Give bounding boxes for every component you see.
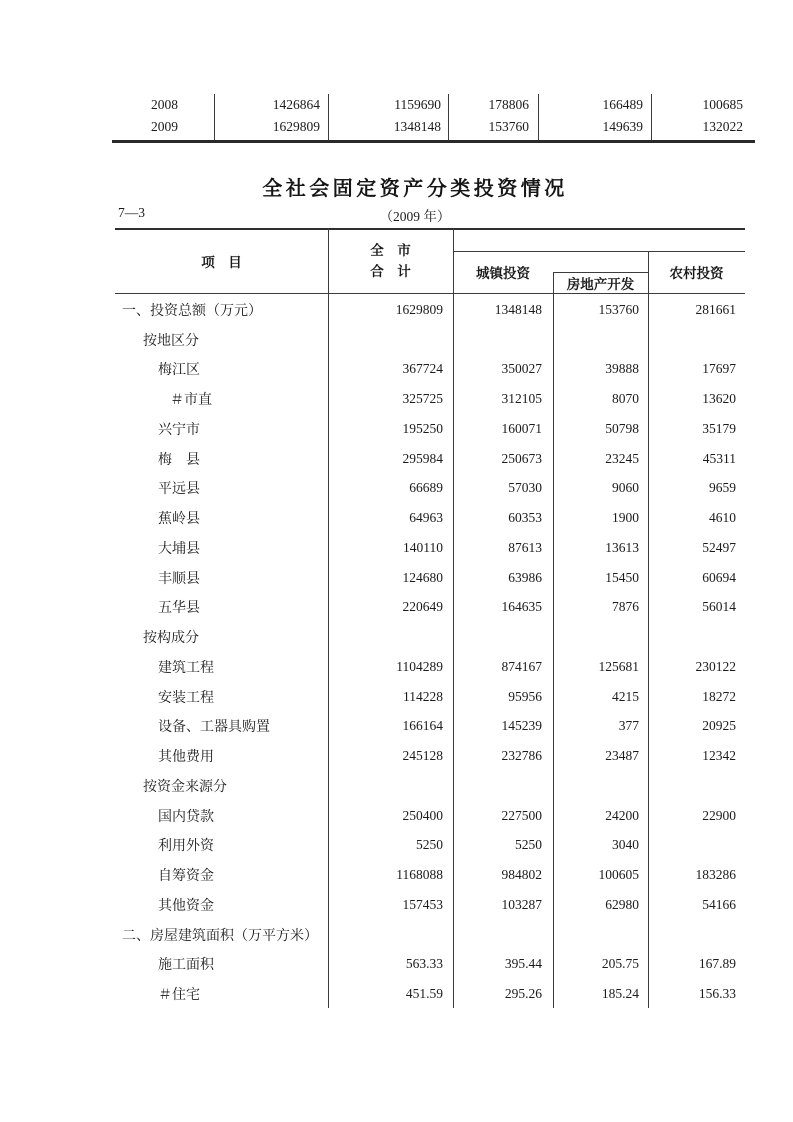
value-cell: 17697: [702, 361, 736, 377]
year-note: （2009 年）: [379, 209, 451, 224]
year-cell: 2008: [151, 97, 178, 112]
table-row: [115, 920, 745, 950]
value-cell: 52497: [702, 539, 736, 555]
value-cell: 874167: [501, 658, 542, 674]
row-label: ＃住宅: [158, 988, 200, 1004]
row-label: 丰顺县: [158, 571, 200, 587]
table-row: [115, 622, 745, 652]
value-cell: 5250: [515, 837, 542, 853]
table-row: [115, 384, 745, 414]
value-cell: 350027: [501, 361, 542, 377]
header-real-estate: 房地产开发: [566, 276, 635, 292]
value-cell: 230122: [695, 658, 736, 674]
year-cell: 2009: [151, 119, 178, 134]
row-label: 二、房屋建筑面积（万平方米）: [122, 928, 318, 944]
value-cell: 195250: [402, 420, 443, 436]
value-cell: 295984: [402, 450, 443, 466]
row-label: 按地区分: [143, 333, 199, 349]
value-cell: 57030: [508, 480, 542, 496]
column-divider: [651, 94, 652, 140]
row-label: 其他费用: [158, 750, 214, 766]
value-cell: 9659: [709, 480, 736, 496]
value-cell: 22900: [702, 807, 736, 823]
value-cell: 54166: [702, 896, 736, 912]
value-cell: 45311: [702, 450, 736, 466]
row-label: 五华县: [158, 601, 200, 617]
value-cell: 60353: [508, 510, 542, 526]
value-cell: 18272: [702, 688, 736, 704]
row-label: 建筑工程: [158, 660, 214, 676]
table-row: [115, 593, 745, 623]
value-cell: 63986: [508, 569, 542, 585]
row-label: 梅 县: [158, 452, 200, 468]
header-city-total-line2: 合 计: [370, 263, 411, 279]
row-label: 按资金来源分: [143, 779, 227, 795]
value-cell: 1629809: [395, 301, 443, 317]
value-cell: 62980: [605, 896, 639, 912]
value-cell: 3040: [612, 837, 639, 853]
table-row: [115, 801, 745, 831]
header-urban-investment: 城镇投资: [476, 266, 530, 281]
column-divider: [538, 94, 539, 140]
value-cell: 250673: [501, 450, 542, 466]
value-cell: 167.89: [698, 956, 736, 972]
row-label: 一、投资总额（万元）: [122, 303, 262, 319]
row-label: 施工面积: [158, 958, 214, 974]
value-cell: 145239: [501, 718, 542, 734]
value-cell: 395.44: [504, 956, 542, 972]
value-cell: 35179: [702, 420, 736, 436]
value-cell: 12342: [702, 748, 736, 764]
value-cell: 281661: [695, 301, 736, 317]
table-row: [115, 563, 745, 593]
value-cell: 1426864: [272, 97, 320, 112]
table-row: [115, 474, 745, 504]
row-label: 安装工程: [158, 690, 214, 706]
value-cell: 1629809: [272, 119, 320, 134]
value-cell: 60694: [702, 569, 736, 585]
table-row: [115, 295, 745, 325]
fragment-row: [115, 116, 755, 138]
row-label: 兴宁市: [158, 422, 200, 438]
table-row: [115, 325, 745, 355]
value-cell: 15450: [605, 569, 639, 585]
value-cell: 377: [618, 718, 639, 734]
row-label: 自筹资金: [158, 869, 214, 885]
value-cell: 140110: [403, 539, 443, 555]
value-cell: 156.33: [698, 986, 736, 1002]
value-cell: 23487: [605, 748, 639, 764]
column-divider: [328, 94, 329, 140]
table-row: [115, 890, 745, 920]
table-row: [115, 860, 745, 890]
value-cell: 50798: [605, 420, 639, 436]
row-label: 按构成分: [143, 631, 199, 647]
value-cell: 1168088: [396, 867, 443, 883]
value-cell: 103287: [501, 896, 542, 912]
value-cell: 114228: [403, 688, 443, 704]
table-number: 7—3: [118, 205, 145, 220]
value-cell: 250400: [402, 807, 443, 823]
value-cell: 4610: [709, 510, 736, 526]
row-label: 其他资金: [158, 898, 214, 914]
value-cell: 64963: [409, 510, 443, 526]
value-cell: 100685: [702, 97, 743, 112]
value-cell: 132022: [702, 119, 743, 134]
value-cell: 367724: [402, 361, 443, 377]
table-body: [115, 295, 745, 1009]
table-row: [115, 950, 745, 980]
row-label: 平远县: [158, 482, 200, 498]
value-cell: 7876: [612, 599, 639, 615]
value-cell: 23245: [605, 450, 639, 466]
table-row: [115, 503, 745, 533]
column-divider: [214, 94, 215, 140]
value-cell: 20925: [702, 718, 736, 734]
header-bottom-rule: [115, 293, 745, 294]
value-cell: 183286: [695, 867, 736, 883]
value-cell: 4215: [612, 688, 639, 704]
value-cell: 153760: [598, 301, 639, 317]
value-cell: 13613: [605, 539, 639, 555]
value-cell: 149639: [602, 119, 643, 134]
table-row: [115, 414, 745, 444]
value-cell: 56014: [702, 599, 736, 615]
table-row: [115, 771, 745, 801]
value-cell: 178806: [488, 97, 529, 112]
value-cell: 157453: [402, 896, 443, 912]
table-row: [115, 533, 745, 563]
header-rural-investment: 农村投资: [669, 266, 724, 281]
value-cell: 153760: [488, 119, 529, 134]
value-cell: 312105: [501, 391, 542, 407]
table-row: [115, 444, 745, 474]
value-cell: 87613: [508, 539, 542, 555]
table-row: [115, 741, 745, 771]
value-cell: 563.33: [405, 956, 443, 972]
value-cell: 1900: [612, 510, 639, 526]
column-divider: [448, 94, 449, 140]
header-item: 项 目: [201, 254, 242, 270]
row-label: 大埔县: [158, 541, 200, 557]
row-label: 梅江区: [158, 363, 200, 379]
table-row: [115, 355, 745, 385]
value-cell: 984802: [501, 867, 542, 883]
value-cell: 1159690: [394, 97, 441, 112]
value-cell: 160071: [501, 420, 542, 436]
page-title: 全社会固定资产分类投资情况: [262, 178, 568, 200]
header-city-total-line1: 全 市: [370, 242, 411, 258]
value-cell: 24200: [605, 807, 639, 823]
row-label: 设备、工器具购置: [158, 720, 270, 736]
value-cell: 451.59: [405, 986, 443, 1002]
value-cell: 245128: [402, 748, 443, 764]
value-cell: 125681: [598, 658, 639, 674]
previous-table-fragment: [115, 94, 755, 144]
value-cell: 39888: [605, 361, 639, 377]
value-cell: 13620: [702, 391, 736, 407]
value-cell: 295.26: [504, 986, 542, 1002]
value-cell: 1348148: [393, 119, 441, 134]
value-cell: 227500: [501, 807, 542, 823]
fragment-row: [115, 94, 755, 116]
row-label: ＃市直: [170, 393, 212, 409]
table-bottom-rule: [112, 140, 755, 143]
value-cell: 205.75: [601, 956, 639, 972]
value-cell: 1348148: [494, 301, 542, 317]
value-cell: 8070: [612, 391, 639, 407]
fragment-rows: [115, 94, 755, 138]
row-label: 利用外资: [158, 839, 214, 855]
row-label: 国内贷款: [158, 809, 214, 825]
investment-table: [115, 228, 745, 1009]
table-row: [115, 831, 745, 861]
value-cell: 1104289: [396, 658, 443, 674]
value-cell: 95956: [508, 688, 542, 704]
value-cell: 185.24: [601, 986, 639, 1002]
value-cell: 232786: [501, 748, 542, 764]
table-row: [115, 652, 745, 682]
value-cell: 166489: [602, 97, 643, 112]
value-cell: 166164: [402, 718, 443, 734]
header-city-total: [328, 228, 453, 293]
value-cell: 325725: [402, 391, 443, 407]
value-cell: 5250: [416, 837, 443, 853]
table-row: [115, 712, 745, 742]
value-cell: 220649: [402, 599, 443, 615]
value-cell: 9060: [612, 480, 639, 496]
value-cell: 124680: [402, 569, 443, 585]
value-cell: 100605: [598, 867, 639, 883]
table-row: [115, 979, 745, 1009]
value-cell: 164635: [501, 599, 542, 615]
value-cell: 66689: [409, 480, 443, 496]
table-row: [115, 682, 745, 712]
row-label: 蕉岭县: [158, 512, 200, 528]
